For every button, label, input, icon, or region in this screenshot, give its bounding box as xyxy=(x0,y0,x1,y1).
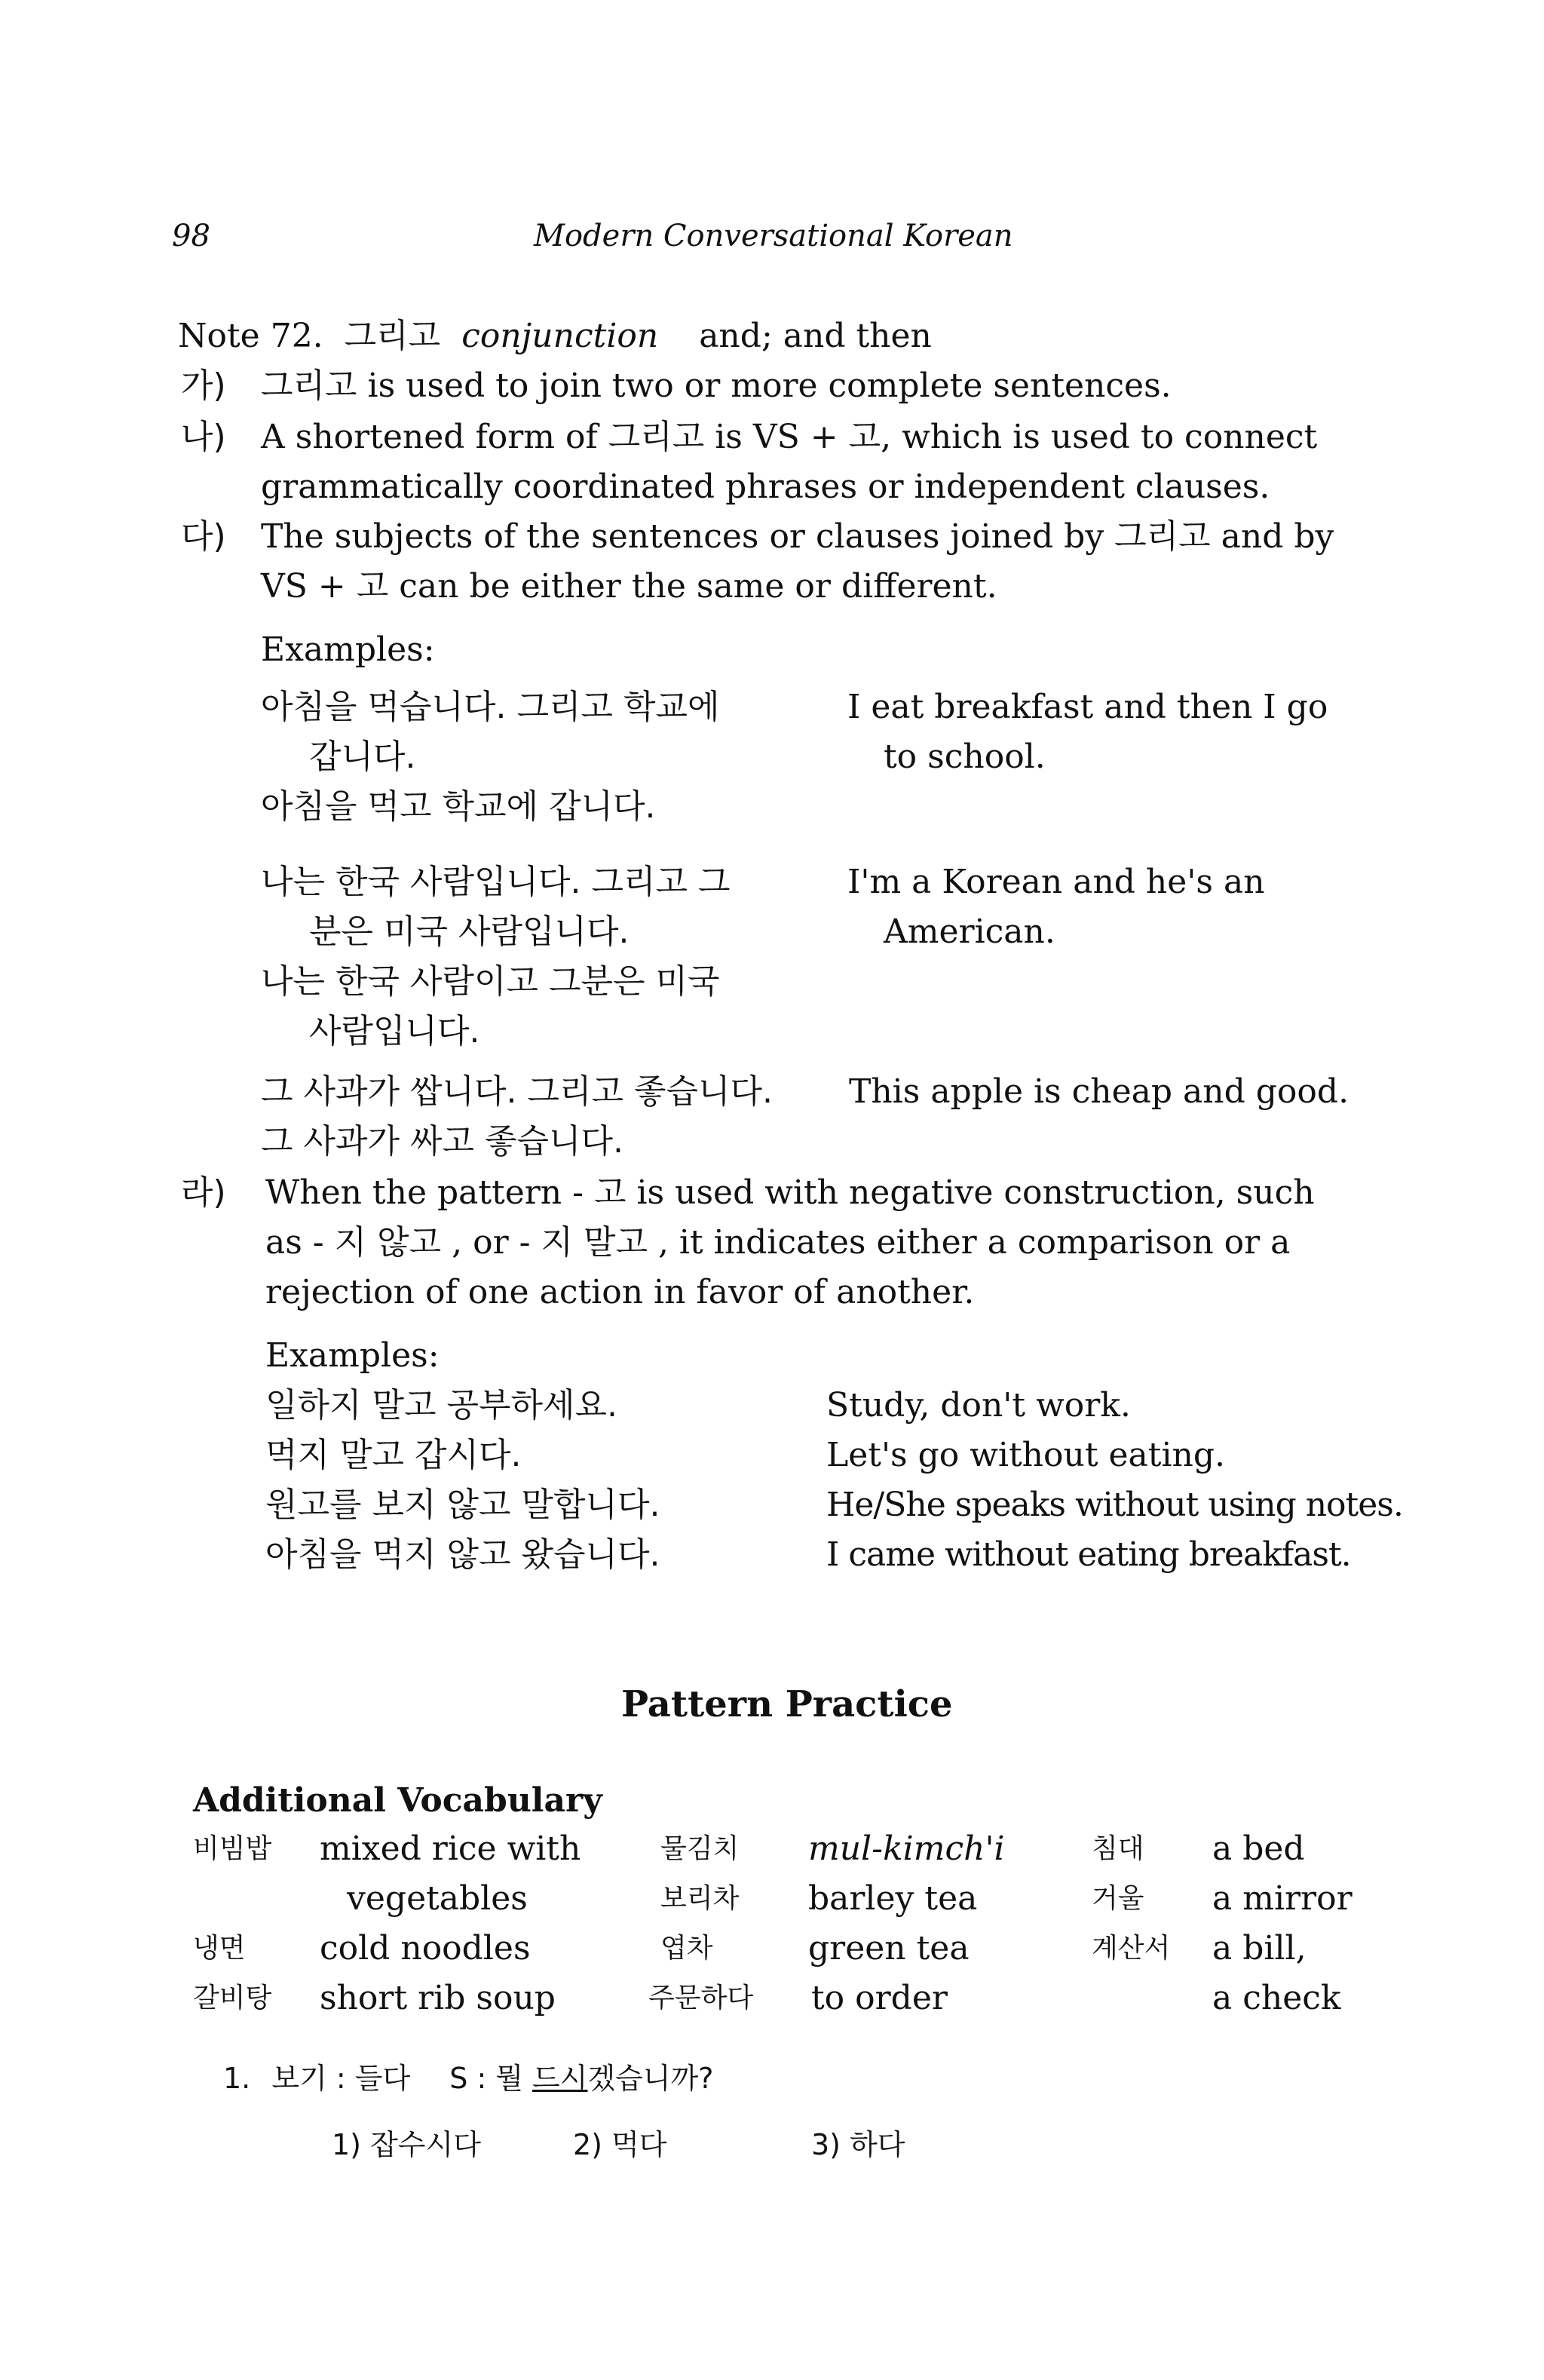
vocab-english: barley tea xyxy=(808,1879,978,1918)
example-korean: 그 사과가 싸고 좋습니다. xyxy=(261,1122,623,1161)
item-line: When the pattern - 고 is used with negative construction, such xyxy=(265,1173,1315,1212)
vocab-title: Additional Vocabulary xyxy=(193,1781,602,1820)
vocab-english: vegetables xyxy=(347,1879,528,1918)
item-line: The subjects of the sentences or clauses joined by 그리고 and by xyxy=(261,517,1334,556)
example-korean: 일하지 말고 공부하세요. xyxy=(265,1386,617,1425)
running-title: Modern Conversational Korean xyxy=(534,219,1013,253)
example-korean: 갑니다. xyxy=(309,738,416,776)
example-korean: 사람입니다. xyxy=(309,1012,480,1050)
vocab-english: mixed rice with xyxy=(320,1829,581,1868)
example-korean: 아침을 먹습니다. 그리고 학교에 xyxy=(261,688,720,726)
vocab-english: to order xyxy=(811,1979,948,2017)
vocab-korean: 비빔밥 xyxy=(193,1833,272,1864)
example-korean: 그 사과가 쌉니다. 그리고 좋습니다. xyxy=(261,1072,773,1111)
exercise-example-label: 보기 : 들다 xyxy=(271,2062,411,2095)
item-marker: 다) xyxy=(181,517,226,556)
example-korean: 나는 한국 사람입니다. 그리고 그 xyxy=(261,863,731,901)
vocab-english: a mirror xyxy=(1212,1879,1353,1918)
item-line: rejection of one action in favor of another. xyxy=(265,1273,975,1311)
page-number: 98 xyxy=(172,219,210,253)
vocab-korean: 거울 xyxy=(1092,1883,1144,1914)
vocab-english: cold noodles xyxy=(320,1929,531,1967)
example-korean: 나는 한국 사람이고 그분은 미국 xyxy=(261,962,720,1001)
exercise-s-rest: 겠습니까? xyxy=(587,2062,714,2095)
examples-label: Examples: xyxy=(261,630,435,669)
example-korean: 아침을 먹고 학교에 갑니다. xyxy=(261,787,656,826)
vocab-english: a check xyxy=(1212,1979,1341,2017)
example-english: to school. xyxy=(884,738,1046,776)
example-korean: 아침을 먹지 않고 왔습니다. xyxy=(265,1535,660,1574)
item-line: A shortened form of 그리고 is VS + 고, which is used to connect xyxy=(261,418,1318,456)
item-line: grammatically coordinated phrases or independent clauses. xyxy=(261,468,1270,506)
vocab-korean: 엽차 xyxy=(660,1933,713,1964)
exercise-underlined: 드시 xyxy=(532,2062,588,2095)
examples-label: Examples: xyxy=(265,1336,440,1375)
example-english: I eat breakfast and then I go xyxy=(847,688,1328,726)
example-english: Let's go without eating. xyxy=(826,1436,1226,1474)
note-label: Note 72. xyxy=(178,317,323,355)
vocab-english: a bill, xyxy=(1212,1929,1307,1967)
vocab-korean: 갈비탕 xyxy=(193,1983,272,2013)
example-english: I came without eating breakfast. xyxy=(826,1535,1351,1574)
exercise-number: 1. xyxy=(223,2062,251,2095)
example-english: Study, don't work. xyxy=(826,1386,1131,1425)
example-english: I'm a Korean and he's an xyxy=(847,863,1265,901)
vocab-korean: 계산서 xyxy=(1092,1933,1171,1964)
vocab-korean: 물김치 xyxy=(660,1833,740,1864)
exercise-option: 3) 하다 xyxy=(811,2128,905,2161)
item-marker: 나) xyxy=(181,418,226,456)
vocab-english: short rib soup xyxy=(320,1979,556,2017)
vocab-korean: 침대 xyxy=(1092,1833,1144,1864)
example-korean: 먹지 말고 갑시다. xyxy=(265,1436,522,1474)
example-english: American. xyxy=(884,912,1055,951)
exercise-option: 1) 잡수시다 xyxy=(332,2128,481,2161)
vocab-english: a bed xyxy=(1212,1829,1305,1868)
item-line: VS + 고 can be either the same or different. xyxy=(261,567,997,606)
vocab-english: green tea xyxy=(808,1929,970,1967)
exercise-option: 2) 먹다 xyxy=(573,2128,667,2161)
item-marker: 가) xyxy=(181,367,226,405)
example-english: This apple is cheap and good. xyxy=(849,1072,1349,1111)
vocab-korean: 주문하다 xyxy=(648,1983,754,2013)
item-line: 그리고 is used to join two or more complete sentences. xyxy=(261,367,1172,405)
note-meaning: and; and then xyxy=(699,317,932,355)
example-english: He/She speaks without using notes. xyxy=(826,1486,1403,1524)
example-korean: 분은 미국 사람입니다. xyxy=(309,912,630,951)
note-korean-term: 그리고 xyxy=(344,317,441,355)
item-marker: 라) xyxy=(181,1173,226,1212)
note-part-of-speech: conjunction xyxy=(461,317,659,355)
item-line: as - 지 않고 , or - 지 말고 , it indicates either a comparison or a xyxy=(265,1223,1291,1262)
vocab-korean: 보리차 xyxy=(660,1883,740,1914)
example-korean: 원고를 보지 않고 말합니다. xyxy=(265,1486,660,1524)
vocab-english: mul-kimch'i xyxy=(808,1829,1005,1868)
vocab-korean: 냉면 xyxy=(193,1933,246,1964)
note-title xyxy=(178,315,932,357)
section-title: Pattern Practice xyxy=(621,1683,953,1725)
exercise-prompt xyxy=(223,2057,713,2099)
exercise-s-label: S : 뭘 xyxy=(449,2062,524,2095)
